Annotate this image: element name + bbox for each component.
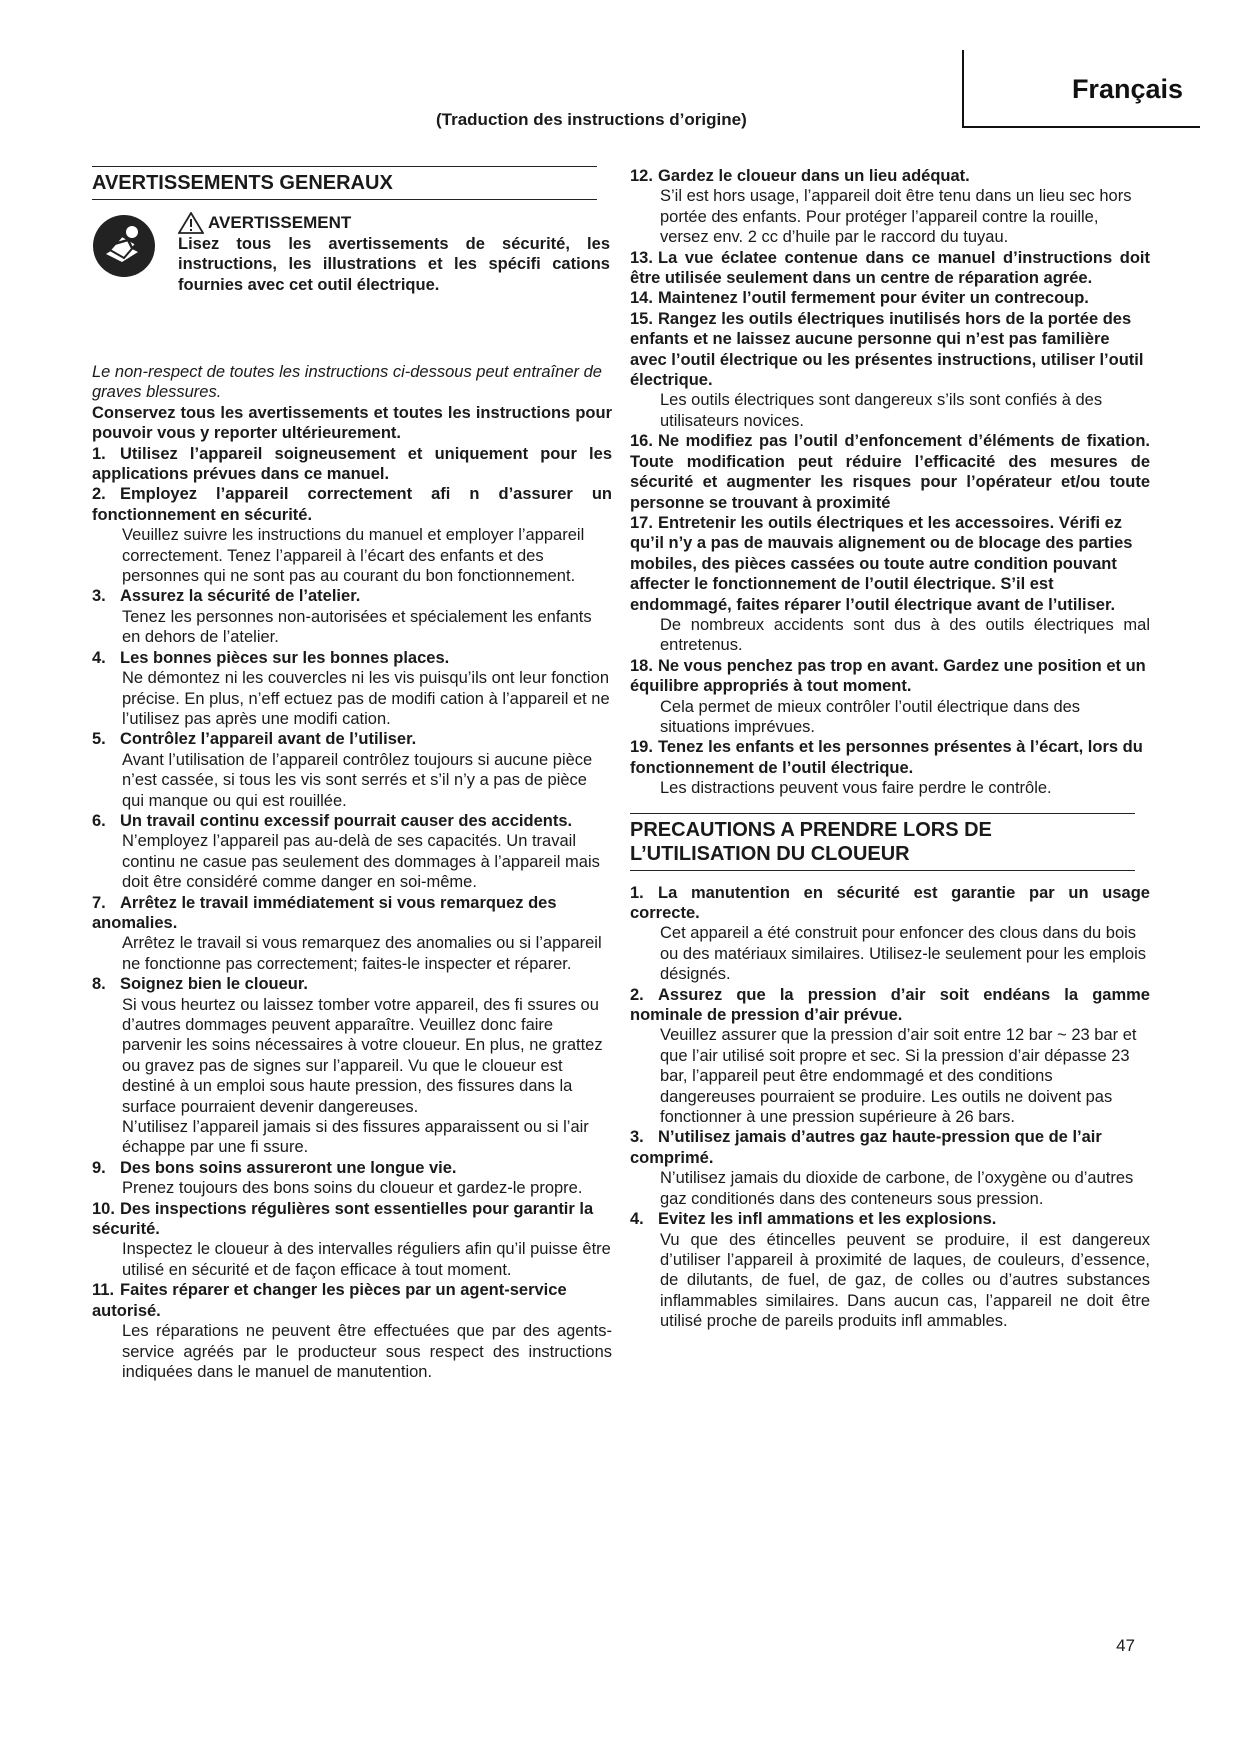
list-item xyxy=(630,309,1150,431)
item-number: 12. xyxy=(630,167,653,185)
list-item xyxy=(92,893,612,975)
item-title: Assurez la sécurité de l’atelier. xyxy=(120,587,361,606)
item-body: Cela permet de mieux contrôler l’outil électrique dans des situations imprévues. xyxy=(660,697,1081,736)
list-item xyxy=(92,729,612,811)
left-column xyxy=(92,166,612,1382)
list-item xyxy=(92,1280,612,1382)
item-number: 2. xyxy=(630,985,644,1004)
item-body-continued: N’utilisez l’appareil jamais si des fissures apparaissent ou si l’air échappe par une fi ssure. xyxy=(122,1118,589,1157)
list-item xyxy=(92,1158,612,1199)
list-item xyxy=(630,656,1150,738)
item-title: Des inspections régulières sont essentielles pour garantir la sécurité. xyxy=(92,1199,594,1239)
list-item xyxy=(630,1209,1150,1331)
read-manual-icon xyxy=(92,214,156,278)
item-number: 10. xyxy=(92,1199,115,1218)
warning-body: Lisez tous les avertissements de sécurité, les instructions, les illustrations et les spécifi cations fournies avec cet outil électrique. xyxy=(178,235,610,294)
item-number: 14. xyxy=(630,289,653,308)
list-item xyxy=(630,288,1150,308)
item-body: Si vous heurtez ou laissez tomber votre appareil, des fi ssures ou d’autres dommages peuvent apparaître. Veuillez donc faire parvenir les soins nécessaires à votre cloueur. En plus, ne grattez ou gravez pas de signes sur l’appareil. Vu que le cloueur est destiné à un emploi sous haute pression, des fissures dans la surface pourraient devenir dangereuses. xyxy=(122,995,603,1116)
section-title-general-warnings: AVERTISSEMENTS GENERAUX xyxy=(92,166,597,200)
list-item xyxy=(630,1127,1150,1209)
item-body: Les outils électriques sont dangereux s’ils sont confiés à des utilisateurs novices. xyxy=(660,391,1103,430)
item-number: 8. xyxy=(92,975,106,994)
warning-text xyxy=(178,212,610,295)
item-number: 2. xyxy=(92,485,106,504)
item-title: Maintenez l’outil fermement pour éviter un contrecoup. xyxy=(658,289,1089,308)
list-item xyxy=(630,883,1150,985)
warning-block xyxy=(92,212,612,362)
item-number: 19. xyxy=(630,738,653,757)
item-number: 9. xyxy=(92,1158,106,1177)
item-title: Contrôlez l’appareil avant de l’utiliser. xyxy=(120,730,417,749)
list-item xyxy=(92,974,612,1158)
intro-bold: Conservez tous les avertissements et toutes les instructions pour pouvoir vous y reporter ultérieurement. xyxy=(92,403,612,443)
item-number: 7. xyxy=(92,893,106,912)
list-item xyxy=(92,484,612,586)
item-number: 13. xyxy=(630,248,653,267)
item-body: Cet appareil a été construit pour enfoncer des clous dans du bois ou des matériaux similaires. Utilisez-le seulement pour les emplois désignés. xyxy=(660,924,1147,984)
item-body: Veuillez assurer que la pression d’air soit entre 12 bar ~ 23 bar et que l’air utilisé soit propre et sec. Si la pression d’air dépasse 23 bar, l’appareil peut être endommagé et des conditions dangereuses pourraient se produire. Les outils ne doivent pas fonctionner à une pression supérieure à 26 bars. xyxy=(660,1026,1137,1127)
item-number: 3. xyxy=(630,1128,644,1147)
item-number: 1. xyxy=(92,444,106,463)
item-title: Employez l’appareil correctement afi n d’assurer un fonctionnement en sécurité. xyxy=(92,485,612,524)
page-number: 47 xyxy=(1116,1636,1135,1655)
list-item xyxy=(630,166,1150,248)
language-title: Français xyxy=(1071,74,1183,104)
item-title: La manutention en sécurité est garantie par un usage correcte. xyxy=(630,883,1150,922)
item-body: Vu que des étincelles peuvent se produire, il est dangereux d’utiliser l’appareil à proximité de laques, de couleurs, d’essence, de dilutants, de fuel, de gaz, de colles ou d’autres substances inflammables similaires. Dans aucun cas, l’appareil ne doit être utilisé proche de pareils produits infl ammables. xyxy=(660,1230,1150,1331)
item-body: Inspectez le cloueur à des intervalles réguliers afin qu’il puisse être utilisé en sécurité et de façon efficace à tout moment. xyxy=(122,1240,611,1279)
item-title: Les bonnes pièces sur les bonnes places. xyxy=(120,648,450,667)
item-number: 1. xyxy=(630,883,644,902)
item-number: 18. xyxy=(630,656,653,675)
warning-title-row xyxy=(178,212,610,234)
item-title: Evitez les infl ammations et les explosions. xyxy=(658,1210,997,1229)
warning-triangle-icon xyxy=(178,212,204,234)
item-number: 16. xyxy=(630,432,653,451)
warning-title: AVERTISSEMENT xyxy=(208,212,352,232)
item-title: Tenez les enfants et les personnes présentes à l’écart, lors du fonctionnement de l’outil électrique. xyxy=(630,738,1143,777)
item-number: 3. xyxy=(92,587,106,606)
item-body: N’utilisez jamais du dioxide de carbone, de l’oxygène ou d’autres gaz conditionés dans des conteneurs sous pression. xyxy=(660,1169,1134,1208)
item-title: Rangez les outils électriques inutilisés hors de la portée des enfants et ne laissez aucune personne qui n’est pas familière avec l’outil électrique ou les présentes instructions, utiliser l’outil électrique. xyxy=(630,309,1144,390)
item-body: S’il est hors usage, l’appareil doit être tenu dans un lieu sec hors portée des enfants. Pour protéger l’appareil contre la rouille, versez env. 2 cc d’huile par le raccord du tuyau. xyxy=(660,187,1132,247)
item-title: Entretenir les outils électriques et les accessoires. Vérifi ez qu’il n’y a pas de mauvais alignement ou de blocage des parties mobiles, des pièces cassées ou toute autre condition pouvant affecter le fonctionnement de l’outil électrique. S’il est endommagé, faites réparer l’outil électrique avant de l’utiliser. xyxy=(630,513,1133,614)
item-title: Ne modifiez pas l’outil d’enfoncement d’éléments de fixation. Toute modification peut réduire l’efficacité des mesures de sécurité et augmenter les risques pour l’opérateur et/ou toute personne se trouvant à proximité xyxy=(630,432,1150,512)
item-body: Avant l’utilisation de l’appareil contrôlez toujours si aucune pièce n’est cassée, si tous les vis sont serrés et s’il n’y a pas de pièce qui manque ou qui est rouillée. xyxy=(122,750,593,810)
item-title: Utilisez l’appareil soigneusement et uniquement pour les applications prévues dans ce manuel. xyxy=(92,444,612,484)
item-body: De nombreux accidents sont dus à des outils électriques mal entretenus. xyxy=(660,615,1150,655)
intro-italic: Le non-respect de toutes les instructions ci-dessous peut entraîner de graves blessures. xyxy=(92,363,602,402)
list-item xyxy=(92,444,612,485)
item-number: 6. xyxy=(92,811,106,830)
item-number: 17. xyxy=(630,513,653,532)
list-item xyxy=(630,248,1150,289)
item-title: Assurez que la pression d’air soit endéans la gamme nominale de pression d’air prévue. xyxy=(630,985,1150,1025)
section-title-nailer-precautions: PRECAUTIONS A PRENDRE LORS DE L’UTILISATION DU CLOUEUR xyxy=(630,813,1135,871)
item-title: Des bons soins assureront une longue vie. xyxy=(120,1158,457,1177)
item-body: Prenez toujours des bons soins du cloueur et gardez-le propre. xyxy=(122,1179,583,1198)
list-item xyxy=(630,985,1150,1128)
item-title: Arrêtez le travail immédiatement si vous remarquez des anomalies. xyxy=(92,893,557,932)
list-item xyxy=(92,1199,612,1281)
list-item xyxy=(630,737,1150,798)
right-column xyxy=(630,166,1150,1332)
item-body: Veuillez suivre les instructions du manuel et employer l’appareil correctement. Tenez l’appareil à l’écart des enfants et des personnes qui ne sont pas au courant du bon fonctionnement. xyxy=(122,526,585,586)
document-subtitle: (Traduction des instructions d’origine) xyxy=(436,110,747,129)
list-item xyxy=(630,513,1150,656)
item-body: N’employez l’appareil pas au-delà de ses capacités. Un travail continu ne casue pas seulement des dommages à l’appareil mais doit être considéré comme danger en soi-même. xyxy=(122,832,600,892)
item-number: 11. xyxy=(92,1281,115,1300)
item-number: 4. xyxy=(92,648,106,667)
item-title: La vue éclatee contenue dans ce manuel d’instructions doit être utilisée seulement dans un centre de réparation agrée. xyxy=(630,248,1150,288)
item-body: Arrêtez le travail si vous remarquez des anomalies ou si l’appareil ne fonctionne pas correctement; faites-le inspecter et réparer. xyxy=(122,934,602,973)
item-body: Les réparations ne peuvent être effectuées que par des agents-service agréés par le producteur sous respect des instructions indiquées dans le manuel de manutention. xyxy=(122,1322,612,1381)
list-item xyxy=(92,586,612,647)
list-item xyxy=(92,811,612,893)
item-number: 5. xyxy=(92,730,106,749)
item-title: Faites réparer et changer les pièces par un agent-service autorisé. xyxy=(92,1281,567,1320)
item-number: 15. xyxy=(630,309,653,328)
list-item xyxy=(92,648,612,730)
item-number: 4. xyxy=(630,1210,644,1229)
item-title: Gardez le cloueur dans un lieu adéquat. xyxy=(658,167,970,185)
item-title: N’utilisez jamais d’autres gaz haute-pression que de l’air comprimé. xyxy=(630,1128,1102,1167)
item-body: Tenez les personnes non-autorisées et spécialement les enfants en dehors de l’atelier. xyxy=(122,607,592,647)
item-body: Ne démontez ni les couvercles ni les vis puisqu’ils ont leur fonction précise. En plus, n’eff ectuez pas de modifi cation à l’appareil et ne l’utilisez pas après une modifi cation. xyxy=(122,669,610,728)
item-body: Les distractions peuvent vous faire perdre le contrôle. xyxy=(660,779,1052,798)
item-title: Soignez bien le cloueur. xyxy=(120,975,308,994)
item-title: Un travail continu excessif pourrait causer des accidents. xyxy=(120,811,573,830)
item-title: Ne vous penchez pas trop en avant. Gardez une position et un équilibre appropriés à tout moment. xyxy=(630,656,1146,696)
list-item xyxy=(630,431,1150,513)
